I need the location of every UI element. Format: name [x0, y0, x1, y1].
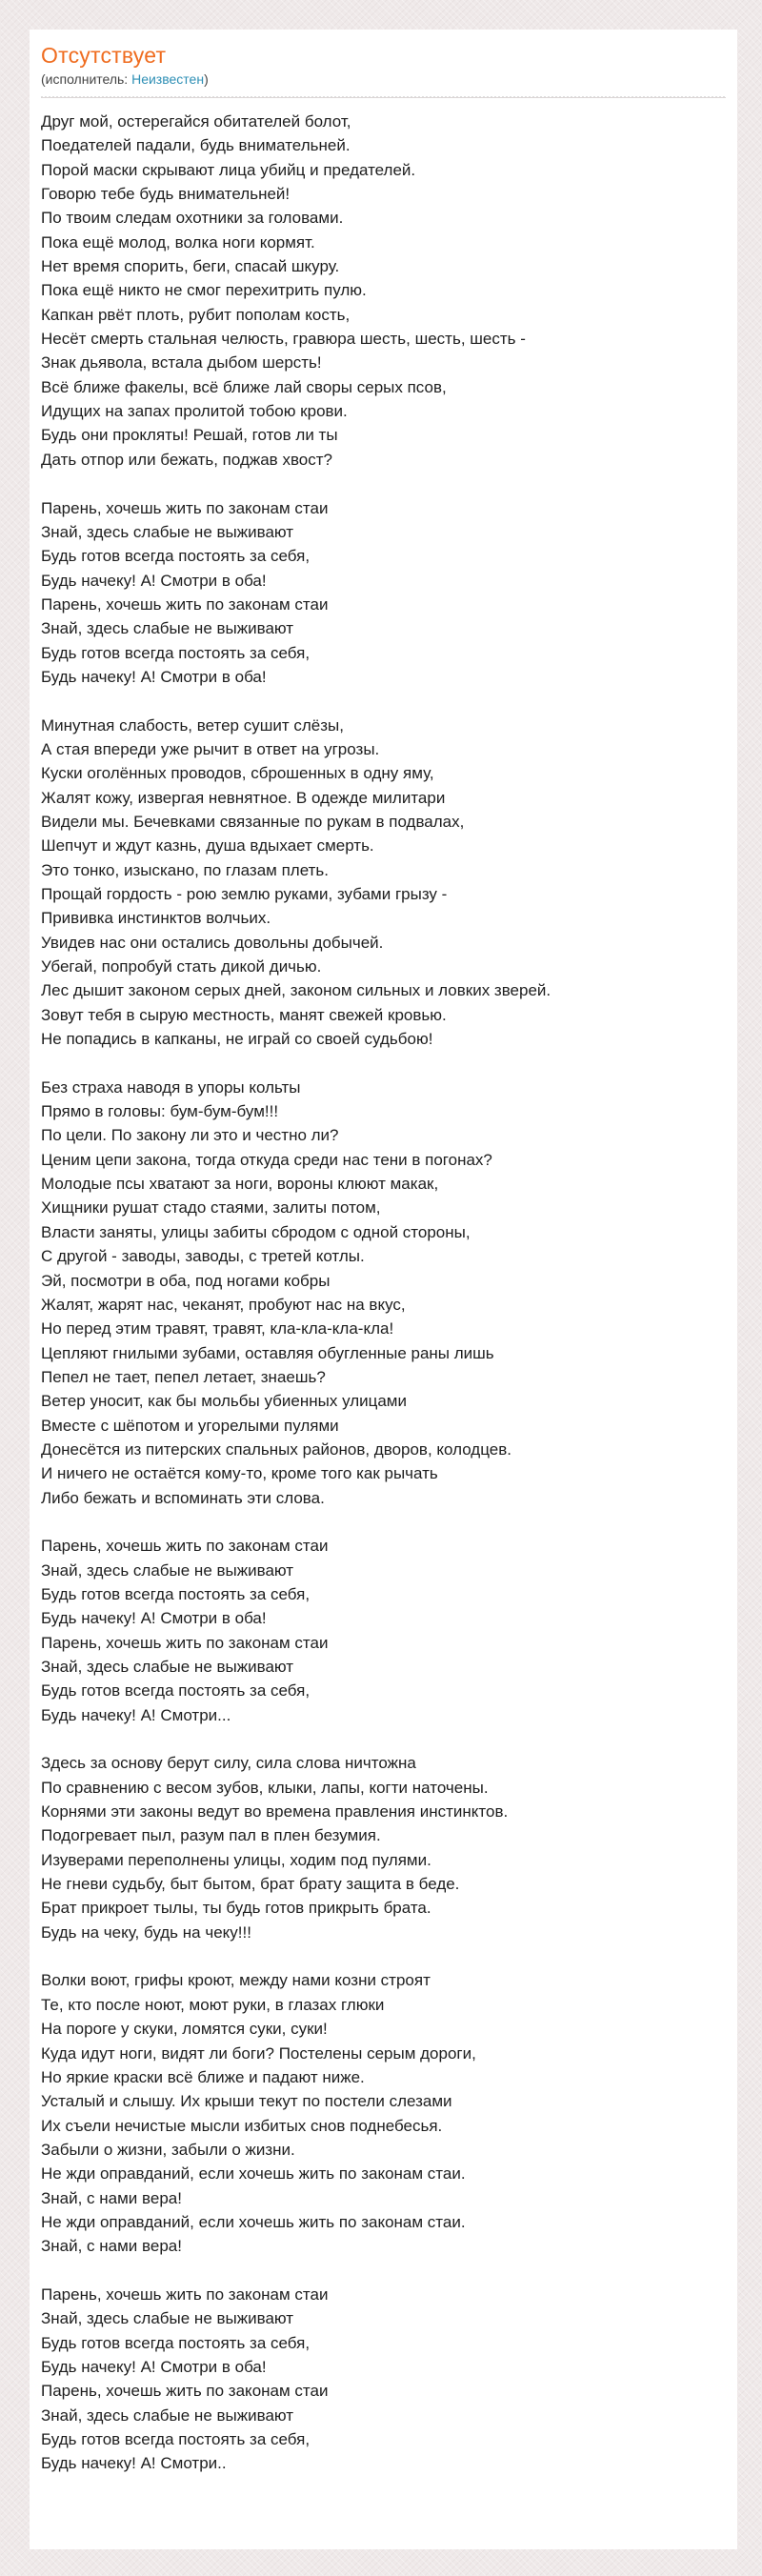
lyric-line: Но яркие краски всё ближе и падают ниже. [41, 2067, 365, 2086]
lyric-line: Парень, хочешь жить по законам стаи [41, 2382, 329, 2401]
lyric-line: Не гневи судьбу, быт бытом, брат брату защита в беде. [41, 1875, 460, 1894]
stanza-break [41, 1944, 726, 1968]
lyric-line: Дать отпор или бежать, поджав хвост? [41, 450, 332, 469]
lyric-line: Шепчут и ждут казнь, душа вдыхает смерть. [41, 836, 374, 855]
lyric-line: Подогревает пыл, разум пал в плен безумия. [41, 1826, 381, 1845]
lyric-line: Прощай гордость - рою землю руками, зубами грызу - [41, 885, 448, 903]
lyric-line: Цепляют гнилыми зубами, оставляя обугленные раны лишь [41, 1343, 494, 1362]
lyric-line: Будь готов всегда постоять за себя, [41, 547, 311, 566]
lyric-line: А стая впереди уже рычит в ответ на угрозы. [41, 739, 380, 758]
lyric-line: Прямо в головы: бум-бум-бум!!! [41, 1102, 279, 1121]
artist-line [41, 70, 726, 98]
stanza-break [41, 689, 726, 713]
lyric-line: Это тонко, изыскано, по глазам плеть. [41, 860, 329, 879]
lyric-line: Будь начеку! А! Смотри... [41, 1705, 231, 1724]
lyric-line: Знак дьявола, встала дыбом шерсть! [41, 353, 322, 372]
lyric-line: Их съели нечистые мысли избитых снов поднебесья. [41, 2116, 443, 2135]
lyric-line: Будь они прокляты! Решай, готов ли ты [41, 426, 338, 445]
lyric-line: Жалят кожу, извергая невнятное. В одежде милитари [41, 788, 446, 807]
lyric-line: Говорю тебе будь внимательней! [41, 185, 291, 204]
lyric-line: Изуверами переполнены улицы, ходим под пулями. [41, 1850, 431, 1869]
lyric-line: Знай, здесь слабые не выживают [41, 522, 294, 541]
lyric-line: Будь начеку! А! Смотри в оба! [41, 667, 267, 686]
lyric-line: Не жди оправданий, если хочешь жить по законам стаи. [41, 2212, 466, 2231]
lyric-line: Не попадись в капканы, не играй со своей судьбою! [41, 1030, 433, 1049]
lyric-line: Парень, хочешь жить по законам стаи [41, 594, 329, 614]
lyric-line: Волки воют, грифы кроют, между нами козни строят [41, 1971, 431, 1990]
lyric-line: Не жди оправданий, если хочешь жить по законам стаи. [41, 2164, 466, 2184]
artist-link[interactable]: Неизвестен [131, 71, 205, 87]
lyric-line: Будь готов всегда постоять за себя, [41, 2333, 311, 2352]
lyric-line: Будь готов всегда постоять за себя, [41, 1681, 311, 1701]
lyric-line: Парень, хочешь жить по законам стаи [41, 1537, 329, 1556]
lyric-line: Будь начеку! А! Смотри в оба! [41, 571, 267, 590]
lyric-line: Усталый и слышу. Их крыши текут по постели слезами [41, 2092, 452, 2111]
lyric-line: Жалят, жарят нас, чеканят, пробуют нас на вкус, [41, 1295, 406, 1314]
lyric-line: Пока ещё молод, волка ноги кормят. [41, 232, 315, 252]
lyric-line: Куски оголённых проводов, сброшенных в одну яму, [41, 764, 434, 783]
lyric-line: Знай, здесь слабые не выживают [41, 2309, 294, 2328]
lyric-line: Будь начеку! А! Смотри.. [41, 2454, 227, 2473]
lyric-line: Вместе с шёпотом и угорелыми пулями [41, 1416, 339, 1435]
lyric-line: Либо бежать и вспоминать эти слова. [41, 1488, 325, 1507]
lyric-line: Хищники рушат стадо стаями, залиты потом, [41, 1198, 381, 1218]
artist-suffix: ) [204, 71, 209, 87]
lyrics-text [41, 110, 726, 2476]
lyric-line: Знай, здесь слабые не выживают [41, 2405, 294, 2425]
lyric-line: Брат прикроет тылы, ты будь готов прикрыть брата. [41, 1899, 431, 1918]
lyric-line: Пока ещё никто не смог перехитрить пулю. [41, 281, 367, 300]
lyric-line: И ничего не остаётся кому-то, кроме того как рычать [41, 1464, 438, 1483]
artist-prefix: (исполнитель: [41, 71, 132, 87]
lyric-line: Порой маски скрывают лица убийц и предателей. [41, 160, 416, 179]
lyric-line: Парень, хочешь жить по законам стаи [41, 1633, 329, 1652]
lyric-line: Без страха наводя в упоры кольты [41, 1077, 301, 1097]
lyric-line: Парень, хочешь жить по законам стаи [41, 2284, 329, 2304]
lyric-line: Знай, с нами вера! [41, 2188, 182, 2207]
lyrics-card [30, 30, 737, 2549]
lyric-line: Идущих на запах пролитой тобою крови. [41, 402, 348, 421]
lyric-line: Пепел не тает, пепел летает, знаешь? [41, 1367, 326, 1386]
lyric-line: Друг мой, остерегайся обитателей болот, [41, 112, 351, 131]
lyric-line: Эй, посмотри в оба, под ногами кобры [41, 1271, 331, 1290]
lyric-line: Будь начеку! А! Смотри в оба! [41, 2357, 267, 2376]
stanza-break [41, 1510, 726, 1534]
lyric-line: Прививка инстинктов волчьих. [41, 909, 271, 928]
stanza-break [41, 2259, 726, 2283]
lyric-line: С другой - заводы, заводы, с третей котлы. [41, 1247, 365, 1266]
lyric-line: Донесётся из питерских спальных районов, дворов, колодцев. [41, 1439, 511, 1459]
lyric-line: Ветер уносит, как бы мольбы убиенных улицами [41, 1392, 407, 1411]
lyric-line: Увидев нас они остались довольны добычей. [41, 933, 384, 952]
lyric-line: Молодые псы хватают за ноги, вороны клюют макак, [41, 1175, 439, 1194]
lyric-line: Знай, с нами вера! [41, 2237, 182, 2256]
lyric-line: По цели. По закону ли это и честно ли? [41, 1126, 339, 1145]
lyric-line: Знай, здесь слабые не выживают [41, 1560, 294, 1580]
lyric-line: На пороге у скуки, ломятся суки, суки! [41, 2020, 328, 2039]
lyric-line: Минутная слабость, ветер сушит слёзы, [41, 715, 344, 735]
lyric-line: Лес дышит законом серых дней, законом сильных и ловких зверей. [41, 981, 551, 1000]
song-title: Отсутствует [41, 43, 167, 68]
lyric-line: Зовут тебя в сырую местность, манят свежей кровью. [41, 1005, 447, 1024]
lyric-line: Корнями эти законы ведут во времена правления инстинктов. [41, 1802, 509, 1821]
lyric-line: Парень, хочешь жить по законам стаи [41, 498, 329, 517]
lyric-line: По твоим следам охотники за головами. [41, 209, 344, 228]
lyric-line: Видели мы. Бечевками связанные по рукам в подвалах, [41, 812, 465, 831]
lyric-line: Власти заняты, улицы забиты сбродом с одной стороны, [41, 1222, 471, 1241]
stanza-break [41, 1727, 726, 1751]
lyric-line: Несёт смерть стальная челюсть, гравюра шесть, шесть, шесть - [41, 330, 526, 349]
lyric-line: Будь готов всегда постоять за себя, [41, 1584, 311, 1603]
lyric-line: Будь готов всегда постоять за себя, [41, 643, 311, 662]
lyric-line: Будь на чеку, будь на чеку!!! [41, 1922, 251, 1942]
lyric-line: Будь начеку! А! Смотри в оба! [41, 1609, 267, 1628]
lyric-line: Будь готов всегда постоять за себя, [41, 2430, 311, 2448]
stanza-break [41, 1051, 726, 1075]
lyric-line: Ценим цепи закона, тогда откуда среди нас тени в погонах? [41, 1150, 492, 1169]
lyric-line: Поедателей падали, будь внимательней. [41, 136, 351, 155]
lyric-line: Те, кто после ноют, моют руки, в глазах глюки [41, 1995, 385, 2014]
stanza-break [41, 472, 726, 495]
lyric-line: Но перед этим травят, травят, кла-кла-кла-кла! [41, 1319, 394, 1338]
lyric-line: Всё ближе факелы, всё ближе лай своры серых псов, [41, 377, 447, 396]
lyric-line: Капкан рвёт плоть, рубит пополам кость, [41, 305, 351, 324]
lyric-line: Знай, здесь слабые не выживают [41, 619, 294, 638]
lyric-line: Знай, здесь слабые не выживают [41, 1658, 294, 1676]
lyric-line: По сравнению с весом зубов, клыки, лапы, когти наточены. [41, 1778, 489, 1797]
lyric-line: Куда идут ноги, видят ли боги? Постелены серым дороги, [41, 2043, 476, 2063]
lyric-line: Забыли о жизни, забыли о жизни. [41, 2140, 295, 2159]
lyric-line: Убегай, попробуй стать дикой дичью. [41, 957, 322, 976]
lyric-line: Здесь за основу берут силу, сила слова ничтожна [41, 1754, 416, 1773]
lyric-line: Нет время спорить, беги, спасай шкуру. [41, 257, 340, 276]
